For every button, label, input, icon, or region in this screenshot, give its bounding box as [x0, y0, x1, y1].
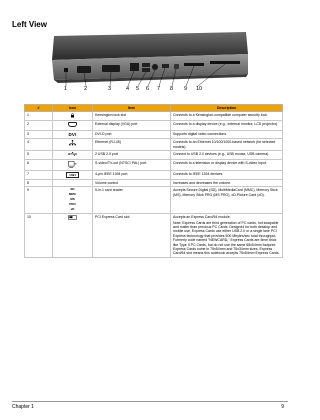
row-description: Supports digital video connections.	[171, 130, 283, 139]
callout-6: 6	[146, 86, 150, 92]
header-description: Description	[171, 105, 283, 112]
callout-10: 10	[196, 86, 203, 92]
row-number: 4	[25, 139, 53, 151]
table-header-row	[25, 105, 283, 112]
callout-9: 9	[184, 86, 188, 92]
callout-1: 1	[64, 86, 68, 92]
row-item: Kensington lock slot	[93, 112, 171, 121]
ieee1394-icon: 1394	[66, 172, 79, 178]
row-description: Connect to USB 2.0 devices (e.g., USB mouse, USB camera).	[171, 151, 283, 159]
table-row	[25, 179, 283, 186]
callout-2: 2	[84, 86, 88, 92]
callout-8: 8	[170, 86, 174, 92]
row-item: 2 USB 2.0 port	[93, 151, 171, 159]
table-row	[25, 213, 283, 257]
table-row	[25, 187, 283, 214]
row-description: Connects to a Kensington-compatible computer security lock.	[171, 112, 283, 121]
callout-numbers	[60, 86, 250, 96]
empty-icon-cell	[53, 179, 93, 186]
row-description-main: Accepts an Express Card/54 module.	[173, 214, 231, 219]
footer-divider	[12, 401, 288, 402]
table-row	[25, 151, 283, 159]
row-number: 9	[25, 187, 53, 214]
header-number: #	[25, 105, 53, 112]
mmc-card-icon: MMC	[68, 192, 77, 197]
memory-stick-pro-icon: PRO	[69, 202, 76, 207]
row-number: 5	[25, 151, 53, 159]
row-number: 8	[25, 179, 53, 186]
row-description: Connects to a television or display device with S-video input.	[171, 159, 283, 170]
callout-4: 4	[126, 86, 130, 92]
dvi-icon: DVI	[68, 131, 77, 137]
svideo-icon	[68, 161, 77, 168]
card-reader-icons	[55, 188, 90, 212]
row-item: External display (VGA) port	[93, 121, 171, 130]
table-row	[25, 130, 283, 139]
row-number: 6	[25, 159, 53, 170]
row-item: 5-in-1 card reader	[93, 187, 171, 214]
row-item: Volume control	[93, 179, 171, 186]
row-item: DVI-D port	[93, 130, 171, 139]
sd-card-icon: SD	[70, 187, 75, 192]
row-description: Connects to a display device (e.g., external monitor, LCD projector).	[171, 121, 283, 130]
header-item: Item	[93, 105, 171, 112]
callout-7: 7	[157, 86, 161, 92]
table-row	[25, 112, 283, 121]
row-description: Connects to an Ethernet 10/100/1000-based network (for selected models).	[171, 139, 283, 151]
table-row	[25, 121, 283, 130]
row-description	[171, 213, 283, 257]
row-description: Accepts Secure Digital (SD), MultiMediaCard (MMC), Memory Stick (MS), Memory Stick PRO (MS PRO), xD-Picture Card (xD).	[171, 187, 283, 214]
row-number: 7	[25, 170, 53, 179]
row-description: Increases and decreases the volume.	[171, 179, 283, 186]
table-row	[25, 139, 283, 151]
pc-card-icon	[68, 215, 77, 220]
row-number: 3	[25, 130, 53, 139]
header-icon: Icon	[53, 105, 93, 112]
kensington-lock-icon	[70, 113, 75, 118]
page-title: Left View	[12, 20, 47, 29]
callout-3: 3	[108, 86, 112, 92]
callout-5: 5	[136, 86, 140, 92]
page-number: 9	[281, 404, 284, 410]
usb-icon	[68, 152, 77, 156]
row-number: 2	[25, 121, 53, 130]
row-number: 10	[25, 213, 53, 257]
row-description: Connects to IEEE 1394 devices.	[171, 170, 283, 179]
table-row	[25, 170, 283, 179]
table-row	[25, 159, 283, 170]
vga-port-icon	[68, 122, 77, 127]
ethernet-icon	[69, 140, 76, 146]
row-description-note: Note: Express Cards are third generation of PC cards, hot swapable and maller than previous PC Cards. Designed for both desktop and mobile use, Express Cards use either USB 2.0 or a single lane PCI Express technology that provides 500 Mbytes/sec total throughput. Formerly code named "NEWCARD," Express Cards are 5mm thick like Type II PC Cards, but do not use the same 68x54mm footprint. Express Cards come in 75x54mm and 75x34mm sizes. Express Card/54 slot means this notebook accepts 75x54mm Express Cards.	[173, 220, 280, 256]
memory-stick-icon: MS	[70, 197, 75, 202]
xd-card-icon: xD	[70, 207, 75, 211]
ports-table	[24, 104, 283, 258]
footer-chapter: Chapter 1	[12, 404, 34, 410]
row-item: S-video/TV-out (NTSC/ PAL) port	[93, 159, 171, 170]
row-item: PCI Express Card slot	[93, 213, 171, 257]
row-item: 4-pin IEEE 1394 port	[93, 170, 171, 179]
row-number: 1	[25, 112, 53, 121]
row-item: Ethernet (RJ-45)	[93, 139, 171, 151]
